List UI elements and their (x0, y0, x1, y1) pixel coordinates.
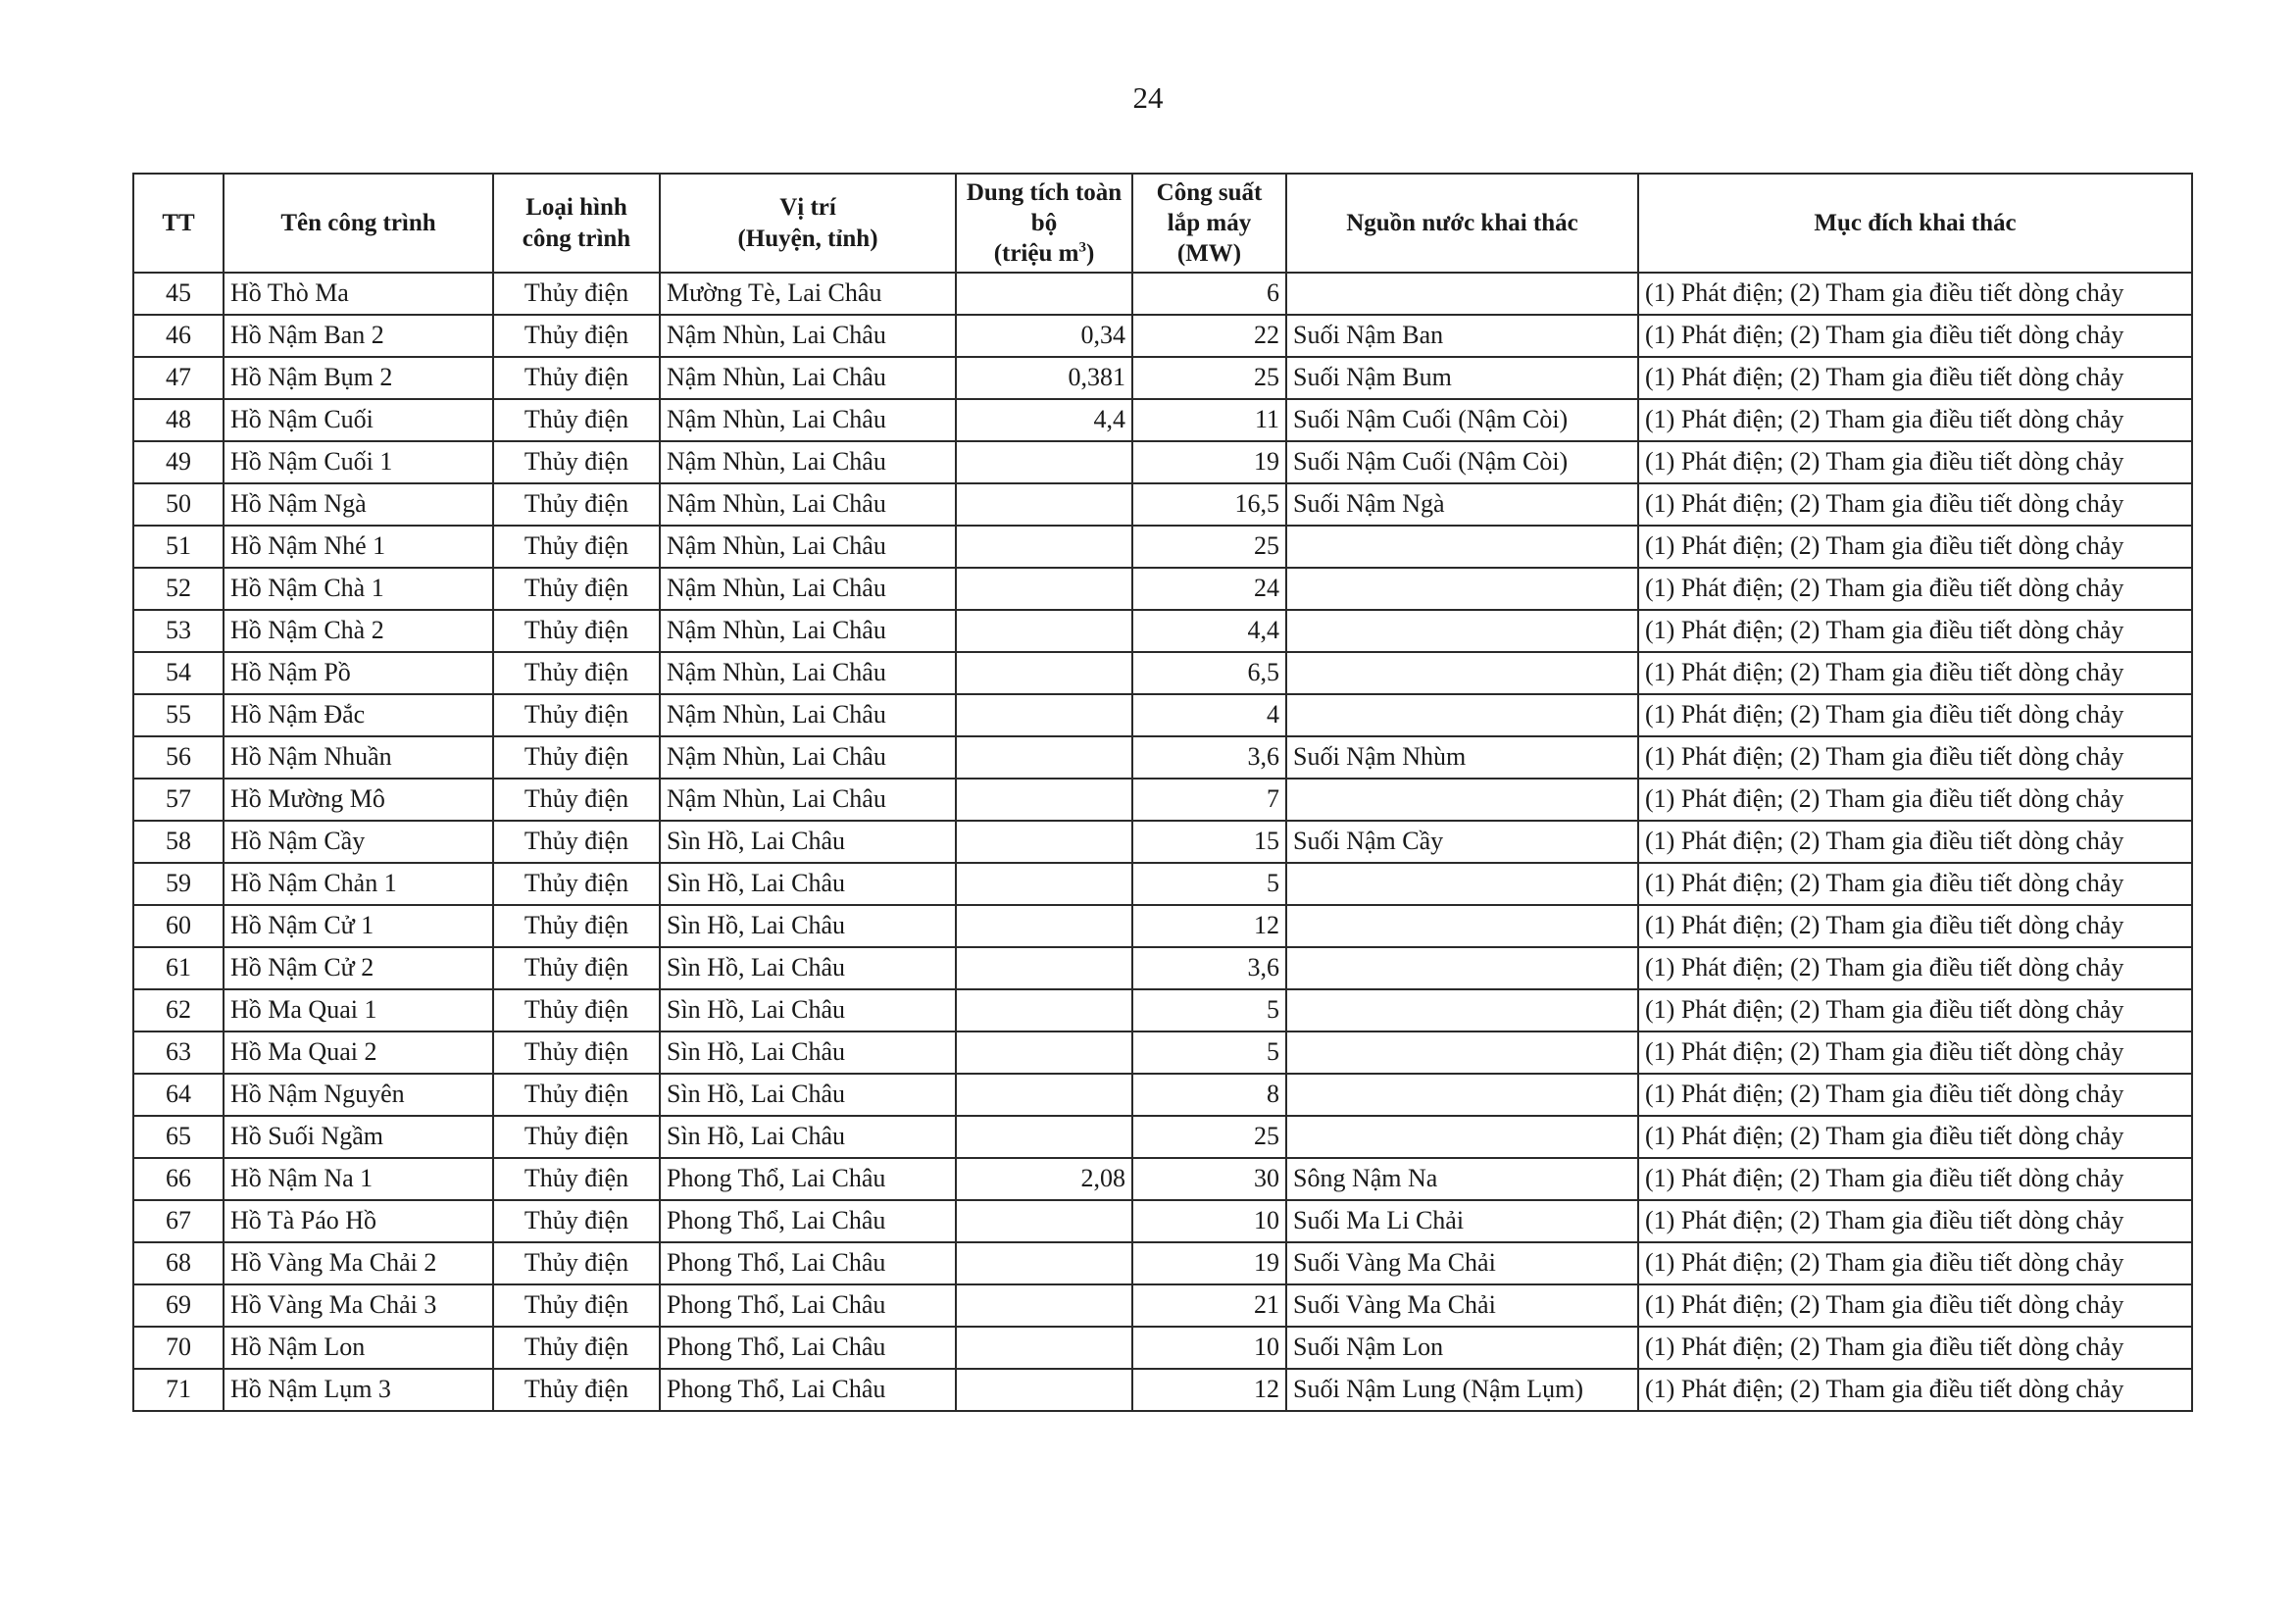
header-power-line2: (MW) (1176, 240, 1242, 268)
cell-tt: 49 (133, 441, 224, 483)
cell-location: Sìn Hồ, Lai Châu (660, 1116, 956, 1158)
cell-type: Thủy điện (493, 1284, 660, 1327)
page-number: 24 (1132, 80, 1164, 115)
cell-name: Hồ Nậm Cầy (224, 821, 493, 863)
cell-location: Sìn Hồ, Lai Châu (660, 947, 956, 989)
cell-name: Hồ Nậm Ngà (224, 483, 493, 526)
cell-type: Thủy điện (493, 863, 660, 905)
cell-purpose: (1) Phát điện; (2) Tham gia điều tiết dòng chảy (1638, 1369, 2192, 1411)
cell-tt: 65 (133, 1116, 224, 1158)
cell-source (1286, 905, 1638, 947)
cell-location: Mường Tè, Lai Châu (660, 273, 956, 315)
table-row (133, 1369, 2192, 1411)
header-volume (956, 174, 1132, 273)
cell-type: Thủy điện (493, 821, 660, 863)
cell-volume: 2,08 (956, 1158, 1132, 1200)
cell-volume (956, 610, 1132, 652)
table-row (133, 1242, 2192, 1284)
cell-source: Suối Nậm Cầy (1286, 821, 1638, 863)
cell-power: 3,6 (1132, 736, 1286, 779)
cell-location: Sìn Hồ, Lai Châu (660, 905, 956, 947)
cell-tt: 53 (133, 610, 224, 652)
cell-volume (956, 905, 1132, 947)
cell-volume (956, 694, 1132, 736)
cell-location: Nậm Nhùn, Lai Châu (660, 399, 956, 441)
cell-type: Thủy điện (493, 315, 660, 357)
table-row (133, 357, 2192, 399)
cell-power: 30 (1132, 1158, 1286, 1200)
cell-purpose: (1) Phát điện; (2) Tham gia điều tiết dòng chảy (1638, 1327, 2192, 1369)
cell-power: 16,5 (1132, 483, 1286, 526)
cell-power: 19 (1132, 441, 1286, 483)
table-row (133, 399, 2192, 441)
cell-power: 11 (1132, 399, 1286, 441)
cell-tt: 64 (133, 1074, 224, 1116)
cell-tt: 62 (133, 989, 224, 1031)
cell-volume (956, 947, 1132, 989)
cell-source (1286, 652, 1638, 694)
cell-volume (956, 779, 1132, 821)
cell-source (1286, 568, 1638, 610)
cell-volume (956, 568, 1132, 610)
header-power-line1: Công suất lắp máy (1156, 178, 1263, 236)
cell-purpose: (1) Phát điện; (2) Tham gia điều tiết dòng chảy (1638, 736, 2192, 779)
cell-tt: 54 (133, 652, 224, 694)
cell-volume (956, 1369, 1132, 1411)
cell-source (1286, 526, 1638, 568)
table-row (133, 483, 2192, 526)
cell-purpose: (1) Phát điện; (2) Tham gia điều tiết dòng chảy (1638, 863, 2192, 905)
cell-location: Nậm Nhùn, Lai Châu (660, 610, 956, 652)
cell-volume (956, 1284, 1132, 1327)
cell-location: Sìn Hồ, Lai Châu (660, 1031, 956, 1074)
cell-purpose: (1) Phát điện; (2) Tham gia điều tiết dòng chảy (1638, 526, 2192, 568)
cell-purpose: (1) Phát điện; (2) Tham gia điều tiết dòng chảy (1638, 273, 2192, 315)
table-row (133, 779, 2192, 821)
cell-tt: 57 (133, 779, 224, 821)
cell-source (1286, 1074, 1638, 1116)
cell-location: Phong Thổ, Lai Châu (660, 1284, 956, 1327)
table-row (133, 1074, 2192, 1116)
cell-purpose: (1) Phát điện; (2) Tham gia điều tiết dòng chảy (1638, 989, 2192, 1031)
cell-purpose: (1) Phát điện; (2) Tham gia điều tiết dòng chảy (1638, 357, 2192, 399)
cell-location: Nậm Nhùn, Lai Châu (660, 315, 956, 357)
cell-tt: 55 (133, 694, 224, 736)
cell-tt: 63 (133, 1031, 224, 1074)
cell-power: 15 (1132, 821, 1286, 863)
cell-purpose: (1) Phát điện; (2) Tham gia điều tiết dòng chảy (1638, 821, 2192, 863)
cell-tt: 61 (133, 947, 224, 989)
cell-name: Hồ Suối Ngầm (224, 1116, 493, 1158)
cell-volume (956, 1116, 1132, 1158)
cell-type: Thủy điện (493, 568, 660, 610)
cell-source: Suối Nậm Ban (1286, 315, 1638, 357)
cell-source (1286, 863, 1638, 905)
cell-name: Hồ Nậm Chản 1 (224, 863, 493, 905)
cell-source: Suối Vàng Ma Chải (1286, 1284, 1638, 1327)
cell-power: 10 (1132, 1327, 1286, 1369)
cell-name: Hồ Ma Quai 1 (224, 989, 493, 1031)
cell-type: Thủy điện (493, 399, 660, 441)
table-row (133, 1116, 2192, 1158)
cell-name: Hồ Nậm Bụm 2 (224, 357, 493, 399)
table-row (133, 863, 2192, 905)
cell-location: Nậm Nhùn, Lai Châu (660, 357, 956, 399)
cell-name: Hồ Nậm Chà 1 (224, 568, 493, 610)
table-row (133, 947, 2192, 989)
cell-power: 6,5 (1132, 652, 1286, 694)
cell-volume (956, 1031, 1132, 1074)
cell-location: Nậm Nhùn, Lai Châu (660, 526, 956, 568)
cell-name: Hồ Tà Páo Hồ (224, 1200, 493, 1242)
table-row (133, 526, 2192, 568)
cell-location: Sìn Hồ, Lai Châu (660, 863, 956, 905)
cell-volume (956, 736, 1132, 779)
cell-name: Hồ Vàng Ma Chải 2 (224, 1242, 493, 1284)
cell-location: Nậm Nhùn, Lai Châu (660, 483, 956, 526)
header-type: Loại hình công trình (493, 174, 660, 273)
table-row (133, 1200, 2192, 1242)
cell-source (1286, 273, 1638, 315)
cell-power: 3,6 (1132, 947, 1286, 989)
cell-name: Hồ Nậm Lụm 3 (224, 1369, 493, 1411)
cell-power: 8 (1132, 1074, 1286, 1116)
cell-location: Sìn Hồ, Lai Châu (660, 989, 956, 1031)
cell-purpose: (1) Phát điện; (2) Tham gia điều tiết dòng chảy (1638, 1158, 2192, 1200)
cell-source: Sông Nậm Na (1286, 1158, 1638, 1200)
cell-power: 10 (1132, 1200, 1286, 1242)
table-header (133, 174, 2192, 273)
cell-volume (956, 989, 1132, 1031)
table-row (133, 315, 2192, 357)
cell-name: Hồ Nậm Ban 2 (224, 315, 493, 357)
cell-name: Hồ Vàng Ma Chải 3 (224, 1284, 493, 1327)
cell-source (1286, 694, 1638, 736)
cell-source (1286, 610, 1638, 652)
header-purpose: Mục đích khai thác (1638, 174, 2192, 273)
cell-volume (956, 1074, 1132, 1116)
cell-power: 12 (1132, 1369, 1286, 1411)
table-row (133, 694, 2192, 736)
cell-volume (956, 821, 1132, 863)
cell-source (1286, 947, 1638, 989)
cell-name: Hồ Nậm Pồ (224, 652, 493, 694)
cell-location: Phong Thổ, Lai Châu (660, 1327, 956, 1369)
hydropower-table (132, 173, 2193, 1412)
cell-location: Nậm Nhùn, Lai Châu (660, 568, 956, 610)
cell-source (1286, 779, 1638, 821)
cell-power: 5 (1132, 989, 1286, 1031)
cell-type: Thủy điện (493, 610, 660, 652)
cell-power: 25 (1132, 526, 1286, 568)
cell-name: Hồ Nậm Đắc (224, 694, 493, 736)
cell-source: Suối Ma Li Chải (1286, 1200, 1638, 1242)
cell-location: Phong Thổ, Lai Châu (660, 1158, 956, 1200)
table-row (133, 1284, 2192, 1327)
cell-name: Hồ Thò Ma (224, 273, 493, 315)
cell-name: Hồ Nậm Lon (224, 1327, 493, 1369)
cell-source (1286, 1031, 1638, 1074)
cell-purpose: (1) Phát điện; (2) Tham gia điều tiết dòng chảy (1638, 905, 2192, 947)
table-row (133, 821, 2192, 863)
cell-tt: 56 (133, 736, 224, 779)
cell-purpose: (1) Phát điện; (2) Tham gia điều tiết dòng chảy (1638, 568, 2192, 610)
cell-source: Suối Nậm Ngà (1286, 483, 1638, 526)
cell-power: 12 (1132, 905, 1286, 947)
cell-volume (956, 863, 1132, 905)
cell-source: Suối Nậm Lon (1286, 1327, 1638, 1369)
cell-location: Phong Thổ, Lai Châu (660, 1200, 956, 1242)
cell-location: Nậm Nhùn, Lai Châu (660, 779, 956, 821)
cell-source: Suối Nậm Cuối (Nậm Còi) (1286, 399, 1638, 441)
cell-name: Hồ Nậm Na 1 (224, 1158, 493, 1200)
cell-purpose: (1) Phát điện; (2) Tham gia điều tiết dòng chảy (1638, 1284, 2192, 1327)
cell-source: Suối Nậm Bum (1286, 357, 1638, 399)
cell-purpose: (1) Phát điện; (2) Tham gia điều tiết dòng chảy (1638, 399, 2192, 441)
cell-tt: 45 (133, 273, 224, 315)
cell-purpose: (1) Phát điện; (2) Tham gia điều tiết dòng chảy (1638, 483, 2192, 526)
cell-type: Thủy điện (493, 779, 660, 821)
cell-purpose: (1) Phát điện; (2) Tham gia điều tiết dòng chảy (1638, 652, 2192, 694)
cell-volume (956, 1327, 1132, 1369)
cell-volume (956, 1242, 1132, 1284)
cell-power: 6 (1132, 273, 1286, 315)
cell-location: Nậm Nhùn, Lai Châu (660, 441, 956, 483)
table-row (133, 989, 2192, 1031)
cell-name: Hồ Mường Mô (224, 779, 493, 821)
cell-name: Hồ Nậm Nhé 1 (224, 526, 493, 568)
cell-name: Hồ Nậm Cuối (224, 399, 493, 441)
cell-purpose: (1) Phát điện; (2) Tham gia điều tiết dòng chảy (1638, 1031, 2192, 1074)
cell-source: Suối Vàng Ma Chải (1286, 1242, 1638, 1284)
cell-tt: 69 (133, 1284, 224, 1327)
cell-tt: 71 (133, 1369, 224, 1411)
cell-tt: 51 (133, 526, 224, 568)
cell-name: Hồ Nậm Cử 1 (224, 905, 493, 947)
cell-location: Sìn Hồ, Lai Châu (660, 1074, 956, 1116)
cell-source (1286, 1116, 1638, 1158)
header-name: Tên công trình (224, 174, 493, 273)
cell-location: Nậm Nhùn, Lai Châu (660, 736, 956, 779)
cell-purpose: (1) Phát điện; (2) Tham gia điều tiết dòng chảy (1638, 779, 2192, 821)
cell-tt: 70 (133, 1327, 224, 1369)
cell-power: 19 (1132, 1242, 1286, 1284)
header-volume-close: ) (1085, 240, 1095, 268)
cell-volume: 0,381 (956, 357, 1132, 399)
cell-purpose: (1) Phát điện; (2) Tham gia điều tiết dòng chảy (1638, 1074, 2192, 1116)
cell-source: Suối Nậm Cuối (Nậm Còi) (1286, 441, 1638, 483)
cell-tt: 50 (133, 483, 224, 526)
cell-tt: 60 (133, 905, 224, 947)
cell-type: Thủy điện (493, 357, 660, 399)
cell-volume (956, 441, 1132, 483)
cell-tt: 67 (133, 1200, 224, 1242)
cell-name: Hồ Nậm Nguyên (224, 1074, 493, 1116)
header-volume-line1: Dung tích toàn bộ (966, 178, 1123, 236)
table-row (133, 736, 2192, 779)
cell-type: Thủy điện (493, 652, 660, 694)
table-row (133, 652, 2192, 694)
header-volume-line2: (triệu m (993, 240, 1079, 268)
cell-power: 25 (1132, 1116, 1286, 1158)
cell-tt: 66 (133, 1158, 224, 1200)
cell-type: Thủy điện (493, 1242, 660, 1284)
cell-power: 4,4 (1132, 610, 1286, 652)
cell-power: 24 (1132, 568, 1286, 610)
header-location (660, 174, 956, 273)
cell-source: Suối Nậm Lung (Nậm Lụm) (1286, 1369, 1638, 1411)
cell-tt: 48 (133, 399, 224, 441)
cell-volume: 4,4 (956, 399, 1132, 441)
cell-power: 7 (1132, 779, 1286, 821)
table-row (133, 1327, 2192, 1369)
cell-type: Thủy điện (493, 989, 660, 1031)
cell-type: Thủy điện (493, 1116, 660, 1158)
cell-type: Thủy điện (493, 1074, 660, 1116)
cell-type: Thủy điện (493, 1158, 660, 1200)
header-source: Nguồn nước khai thác (1286, 174, 1638, 273)
header-location-line1: Vị trí (779, 194, 836, 222)
cell-purpose: (1) Phát điện; (2) Tham gia điều tiết dòng chảy (1638, 694, 2192, 736)
cell-location: Nậm Nhùn, Lai Châu (660, 652, 956, 694)
table-body (133, 273, 2192, 1411)
header-power (1132, 174, 1286, 273)
cell-purpose: (1) Phát điện; (2) Tham gia điều tiết dòng chảy (1638, 1200, 2192, 1242)
cell-power: 25 (1132, 357, 1286, 399)
cell-source: Suối Nậm Nhùm (1286, 736, 1638, 779)
cell-type: Thủy điện (493, 736, 660, 779)
cell-type: Thủy điện (493, 483, 660, 526)
cell-type: Thủy điện (493, 1369, 660, 1411)
cell-purpose: (1) Phát điện; (2) Tham gia điều tiết dòng chảy (1638, 315, 2192, 357)
cell-power: 21 (1132, 1284, 1286, 1327)
cell-tt: 58 (133, 821, 224, 863)
table-row (133, 273, 2192, 315)
cell-name: Hồ Nậm Cuối 1 (224, 441, 493, 483)
cell-type: Thủy điện (493, 1327, 660, 1369)
cell-tt: 47 (133, 357, 224, 399)
table-row (133, 905, 2192, 947)
cell-type: Thủy điện (493, 905, 660, 947)
cell-volume: 0,34 (956, 315, 1132, 357)
cell-purpose: (1) Phát điện; (2) Tham gia điều tiết dòng chảy (1638, 441, 2192, 483)
cell-power: 4 (1132, 694, 1286, 736)
table-row (133, 1158, 2192, 1200)
cell-name: Hồ Nậm Cử 2 (224, 947, 493, 989)
cell-purpose: (1) Phát điện; (2) Tham gia điều tiết dòng chảy (1638, 947, 2192, 989)
cell-type: Thủy điện (493, 1031, 660, 1074)
cell-volume (956, 1200, 1132, 1242)
cell-name: Hồ Nậm Chà 2 (224, 610, 493, 652)
cell-name: Hồ Nậm Nhuần (224, 736, 493, 779)
cell-tt: 68 (133, 1242, 224, 1284)
header-location-line2: (Huyện, tỉnh) (737, 225, 878, 252)
cell-tt: 46 (133, 315, 224, 357)
cell-tt: 59 (133, 863, 224, 905)
cell-location: Phong Thổ, Lai Châu (660, 1242, 956, 1284)
cell-location: Nậm Nhùn, Lai Châu (660, 694, 956, 736)
cell-source (1286, 989, 1638, 1031)
cell-purpose: (1) Phát điện; (2) Tham gia điều tiết dòng chảy (1638, 610, 2192, 652)
cell-volume (956, 273, 1132, 315)
header-volume-sup: 3 (1078, 239, 1086, 256)
cell-type: Thủy điện (493, 526, 660, 568)
cell-location: Sìn Hồ, Lai Châu (660, 821, 956, 863)
cell-type: Thủy điện (493, 947, 660, 989)
cell-location: Phong Thổ, Lai Châu (660, 1369, 956, 1411)
cell-type: Thủy điện (493, 694, 660, 736)
table-row (133, 568, 2192, 610)
cell-tt: 52 (133, 568, 224, 610)
cell-power: 22 (1132, 315, 1286, 357)
cell-power: 5 (1132, 1031, 1286, 1074)
cell-type: Thủy điện (493, 273, 660, 315)
table-row (133, 610, 2192, 652)
cell-power: 5 (1132, 863, 1286, 905)
table-row (133, 441, 2192, 483)
cell-volume (956, 483, 1132, 526)
cell-volume (956, 652, 1132, 694)
cell-volume (956, 526, 1132, 568)
cell-type: Thủy điện (493, 1200, 660, 1242)
cell-purpose: (1) Phát điện; (2) Tham gia điều tiết dòng chảy (1638, 1242, 2192, 1284)
cell-purpose: (1) Phát điện; (2) Tham gia điều tiết dòng chảy (1638, 1116, 2192, 1158)
cell-type: Thủy điện (493, 441, 660, 483)
table-row (133, 1031, 2192, 1074)
header-tt: TT (133, 174, 224, 273)
cell-name: Hồ Ma Quai 2 (224, 1031, 493, 1074)
